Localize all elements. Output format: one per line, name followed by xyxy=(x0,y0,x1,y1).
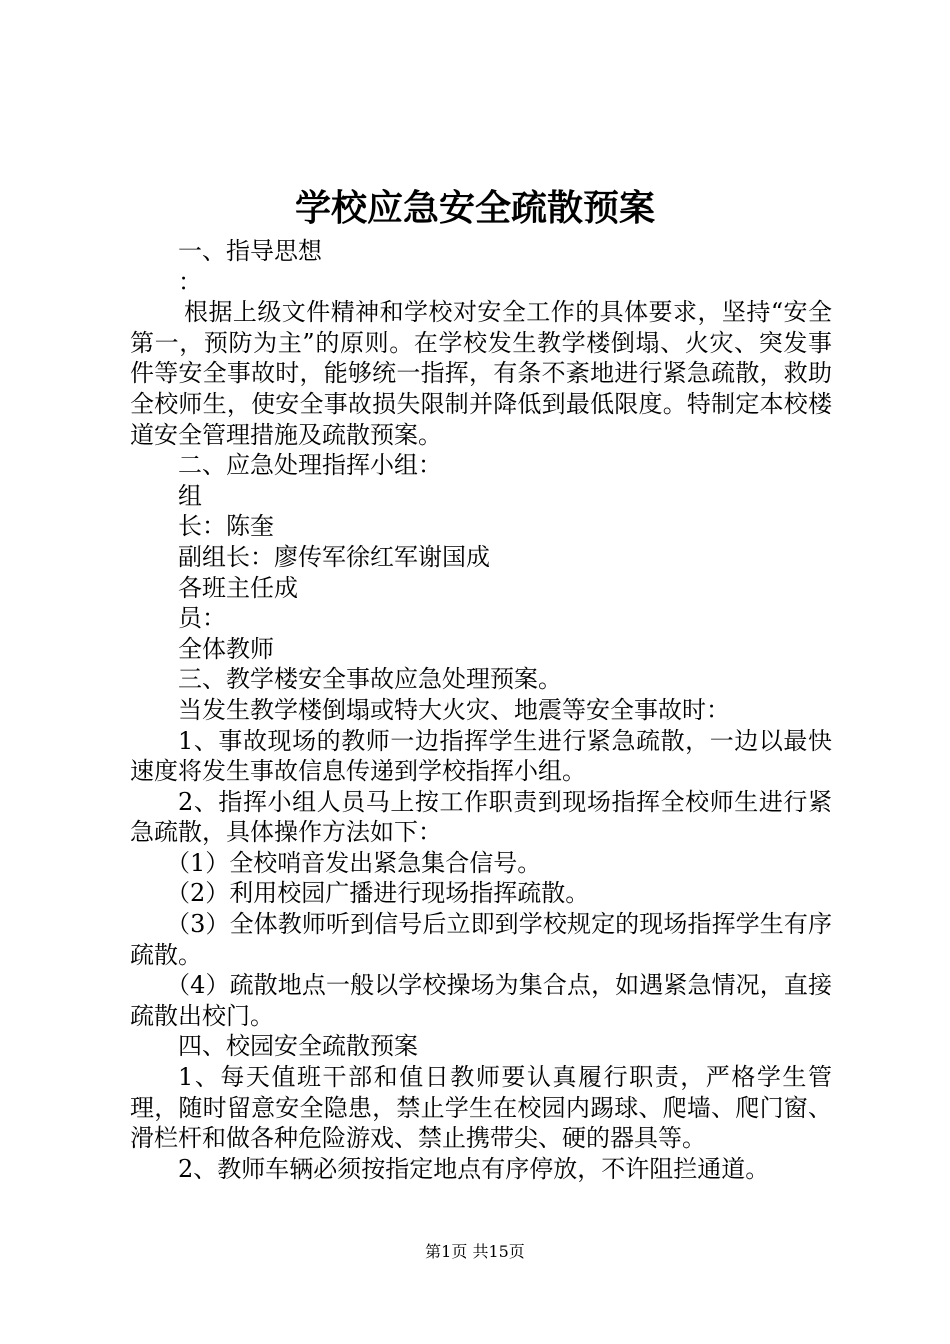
section-heading-command-group: 二、应急处理指挥小组： xyxy=(178,451,442,480)
document-title: 学校应急安全疏散预案 xyxy=(294,187,655,229)
group-leader-name: 长：陈奎 xyxy=(178,512,274,541)
paragraph-subitem-1: （1）全校哨音发出紧急集合信号。 xyxy=(166,848,542,877)
section-heading-building-plan: 三、教学楼安全事故应急处理预案。 xyxy=(178,665,562,694)
paragraph-campus-item-1: 1、每天值班干部和值日教师要认真履行职责，严格学生管理，随时留意安全隐患，禁止学生在校园内踢球、爬墙、爬门窗、滑栏杆和做各种危险游戏、禁止携带尖、硬的器具等。 xyxy=(130,1063,832,1153)
document-body xyxy=(130,236,832,1184)
paragraph-subitem-4: （4）疏散地点一般以学校操场为集合点，如遇紧急情况，直接疏散出校门。 xyxy=(130,971,832,1030)
members-label: 各班主任成 xyxy=(178,573,298,602)
section-heading-guiding-thought: 一、指导思想 xyxy=(178,237,322,265)
paragraph-when-accident: 当发生教学楼倒塌或特大火灾、地震等安全事故时： xyxy=(178,695,730,724)
members-value: 全体教师 xyxy=(178,634,274,663)
paragraph-subitem-2: （2）利用校园广播进行现场指挥疏散。 xyxy=(166,879,590,908)
section-heading-campus-plan: 四、校园安全疏散预案 xyxy=(178,1032,418,1061)
paragraph-campus-item-2: 2、教师车辆必须按指定地点有序停放，不许阻拦通道。 xyxy=(178,1154,770,1183)
paragraph-item-2: 2、指挥小组人员马上按工作职责到现场指挥全校师生进行紧急疏散，具体操作方法如下： xyxy=(130,787,832,847)
members-label-end: 员： xyxy=(178,604,226,633)
group-leader-label: 组 xyxy=(178,481,202,510)
colon-line: ： xyxy=(178,267,202,296)
paragraph-subitem-3: （3）全体教师听到信号后立即到学校规定的现场指挥学生有序疏散。 xyxy=(130,910,832,969)
paragraph-item-1: 1、事故现场的教师一边指挥学生进行紧急疏散，一边以最快速度将发生事故信息传递到学校指挥小组。 xyxy=(130,726,832,786)
page-footer: 第1页 共15页 xyxy=(425,1242,525,1261)
deputy-leaders: 副组长：廖传军徐红军谢国成 xyxy=(178,542,490,571)
paragraph-principle: 根据上级文件精神和学校对安全工作的具体要求，坚持“安全第一，预防为主”的原则。在学校发生教学楼倒塌、火灾、突发事件等安全事故时，能够统一指挥，有条不紊地进行紧急疏散，救助全校师生，使安全事故损失限制并降低到最低限度。特制定本校楼道安全管理措施及疏散预案。 xyxy=(130,298,832,449)
